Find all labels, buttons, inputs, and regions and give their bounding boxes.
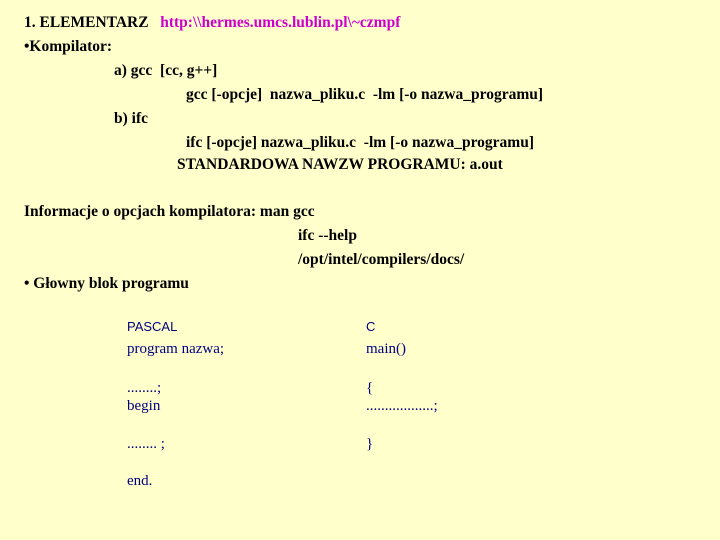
c-line-open-brace: { [366,380,374,396]
pascal-line-begin: begin [127,398,161,414]
url-link[interactable]: http:\\hermes.umcs.lublin.pl\~czmpf [160,14,401,31]
pascal-line-program: program nazwa; [127,341,225,357]
info-label: Informacje o opcjach kompilatora: man gcc [24,203,315,220]
compiler-a-label: a) gcc [cc, g++] [114,62,218,79]
section-title: 1. ELEMENTARZ [24,14,149,31]
c-line-statements: ..................; [366,398,438,414]
c-line-main: main() [366,341,406,357]
pascal-header: PASCAL [127,319,178,334]
c-header: C [366,319,376,334]
info-line-ifc-help: ifc --help [298,227,357,244]
pascal-line-end: end. [127,473,153,489]
default-program-name: STANDARDOWA NAWZW PROGRAMU: a.out [177,156,503,173]
pascal-line-declarations: ........; [127,380,162,396]
info-line-docs-path: /opt/intel/compilers/docs/ [298,251,465,268]
compiler-a-usage: gcc [-opcje] nazwa_pliku.c -lm [-o nazwa_programu] [186,86,544,103]
c-line-close-brace: } [366,436,374,452]
compiler-b-usage: ifc [-opcje] nazwa_pliku.c -lm [-o nazwa_programu] [186,134,534,151]
compiler-label: •Kompilator: [24,38,113,55]
heading-line [24,14,400,32]
compiler-b-label: b) ifc [114,110,149,127]
main-block-label: • Głowny blok programu [24,275,189,292]
pascal-line-statements: ........ ; [127,436,165,452]
